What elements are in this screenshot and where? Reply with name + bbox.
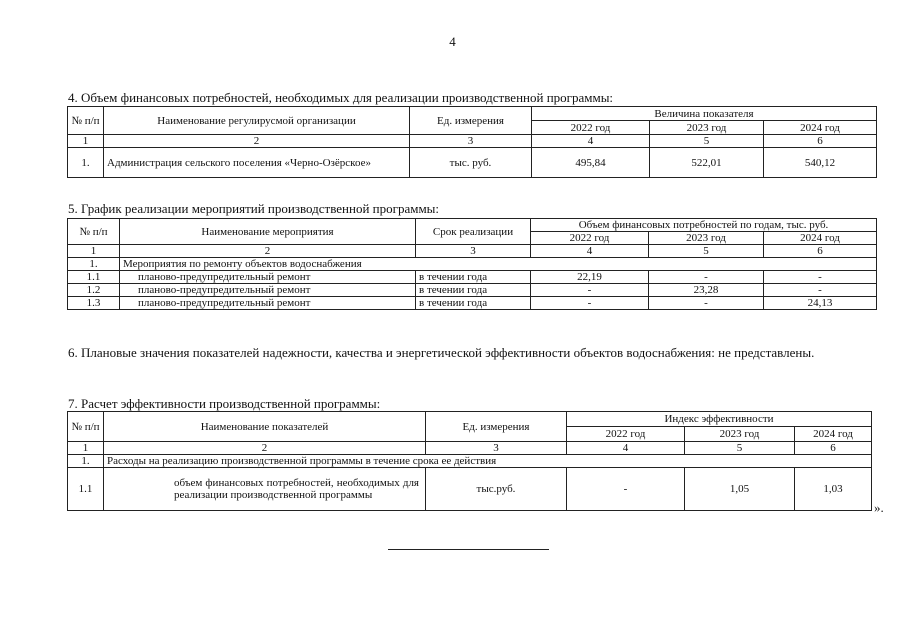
row-name: планово-предупредительный ремонт xyxy=(120,297,416,310)
row-value-2022: - xyxy=(567,468,685,511)
row-value-2022: - xyxy=(531,284,649,297)
row-value-2022: - xyxy=(531,297,649,310)
row-term: в течении года xyxy=(416,271,531,284)
section-6-text: 6. Плановые значения показателей надежности, качества и энергетической эффективности объектов водоснабжения: не представлены. xyxy=(68,345,815,360)
section-7-title: 7. Расчет эффективности производственной программы: xyxy=(68,396,381,411)
header-unit: Ед. измерения xyxy=(426,412,567,442)
row-num: 1.3 xyxy=(68,297,120,310)
index-cell: 5 xyxy=(649,245,764,258)
section-4-title: 4. Объем финансовых потребностей, необходимых для реализации производственной программы: xyxy=(68,90,614,105)
header-name: Наименование регулирусмой организации xyxy=(104,107,410,135)
header-group: Объем финансовых потребностей по годам, тыс. руб. xyxy=(531,219,877,232)
schedule-table xyxy=(67,218,877,310)
row-term: в течении года xyxy=(416,284,531,297)
page-number: 4 xyxy=(449,34,456,49)
closing-quote-mark: ». xyxy=(874,500,884,515)
index-cell: 1 xyxy=(68,442,104,455)
index-cell: 6 xyxy=(764,135,877,148)
group-name: Расходы на реализацию производственной программы в течение срока ее действия xyxy=(104,455,872,468)
row-name: Администрация сельского поселения «Черно-Озёрское» xyxy=(104,148,410,178)
header-year-2023: 2023 год xyxy=(685,427,795,442)
financial-needs-table xyxy=(67,106,877,178)
row-num: 1.1 xyxy=(68,468,104,511)
table-row xyxy=(68,297,877,310)
table-row xyxy=(68,468,872,511)
index-cell: 3 xyxy=(416,245,531,258)
index-cell: 1 xyxy=(68,135,104,148)
table-row xyxy=(68,148,877,178)
group-row xyxy=(68,455,872,468)
group-row xyxy=(68,258,877,271)
header-year-2024: 2024 год xyxy=(764,121,877,135)
header-year-2022: 2022 год xyxy=(532,121,650,135)
header-num: № п/п xyxy=(68,412,104,442)
group-num: 1. xyxy=(68,258,120,271)
row-name: планово-предупредительный ремонт xyxy=(120,271,416,284)
column-index-row xyxy=(68,442,872,455)
index-cell: 2 xyxy=(104,135,410,148)
index-cell: 3 xyxy=(410,135,532,148)
header-year-2022: 2022 год xyxy=(567,427,685,442)
group-name: Мероприятия по ремонту объектов водоснабжения xyxy=(120,258,877,271)
header-unit: Ед. измерения xyxy=(410,107,532,135)
table-row xyxy=(68,284,877,297)
row-term: в течении года xyxy=(416,297,531,310)
row-num: 1. xyxy=(68,148,104,178)
header-num: № п/п xyxy=(68,219,120,245)
row-value-2024: - xyxy=(764,271,877,284)
index-cell: 3 xyxy=(426,442,567,455)
header-year-2022: 2022 год xyxy=(531,232,649,245)
row-num: 1.2 xyxy=(68,284,120,297)
header-year-2024: 2024 год xyxy=(795,427,872,442)
row-value-2024: 1,03 xyxy=(795,468,872,511)
header-group: Величина показателя xyxy=(532,107,877,121)
index-cell: 4 xyxy=(567,442,685,455)
row-value-2023: 1,05 xyxy=(685,468,795,511)
row-value-2024: - xyxy=(764,284,877,297)
row-value-2023: - xyxy=(649,271,764,284)
header-num: № п/п xyxy=(68,107,104,135)
row-name: планово-предупредительный ремонт xyxy=(120,284,416,297)
column-index-row xyxy=(68,135,877,148)
row-value-2022: 22,19 xyxy=(531,271,649,284)
header-year-2023: 2023 год xyxy=(650,121,764,135)
header-name: Наименование показателей xyxy=(104,412,426,442)
index-cell: 1 xyxy=(68,245,120,258)
index-cell: 5 xyxy=(685,442,795,455)
group-num: 1. xyxy=(68,455,104,468)
header-year-2023: 2023 год xyxy=(649,232,764,245)
row-num: 1.1 xyxy=(68,271,120,284)
header-group: Индекс эффективности xyxy=(567,412,872,427)
index-cell: 6 xyxy=(764,245,877,258)
index-cell: 4 xyxy=(531,245,649,258)
row-value-2024: 24,13 xyxy=(764,297,877,310)
header-term: Срок реализации xyxy=(416,219,531,245)
column-index-row xyxy=(68,245,877,258)
index-cell: 2 xyxy=(120,245,416,258)
table-row xyxy=(68,271,877,284)
index-cell: 2 xyxy=(104,442,426,455)
bottom-rule xyxy=(388,549,549,550)
row-value-2023: 522,01 xyxy=(650,148,764,178)
header-year-2024: 2024 год xyxy=(764,232,877,245)
row-value-2023: - xyxy=(649,297,764,310)
row-name: объем финансовых потребностей, необходимых для реализации производственной программы xyxy=(104,468,426,511)
index-cell: 6 xyxy=(795,442,872,455)
index-cell: 4 xyxy=(532,135,650,148)
row-unit: тыс. руб. xyxy=(410,148,532,178)
row-value-2022: 495,84 xyxy=(532,148,650,178)
efficiency-table xyxy=(67,411,872,511)
section-5-title: 5. График реализации мероприятий производственной программы: xyxy=(68,201,440,216)
row-value-2023: 23,28 xyxy=(649,284,764,297)
header-name: Наименование мероприятия xyxy=(120,219,416,245)
row-unit: тыс.руб. xyxy=(426,468,567,511)
index-cell: 5 xyxy=(650,135,764,148)
row-value-2024: 540,12 xyxy=(764,148,877,178)
